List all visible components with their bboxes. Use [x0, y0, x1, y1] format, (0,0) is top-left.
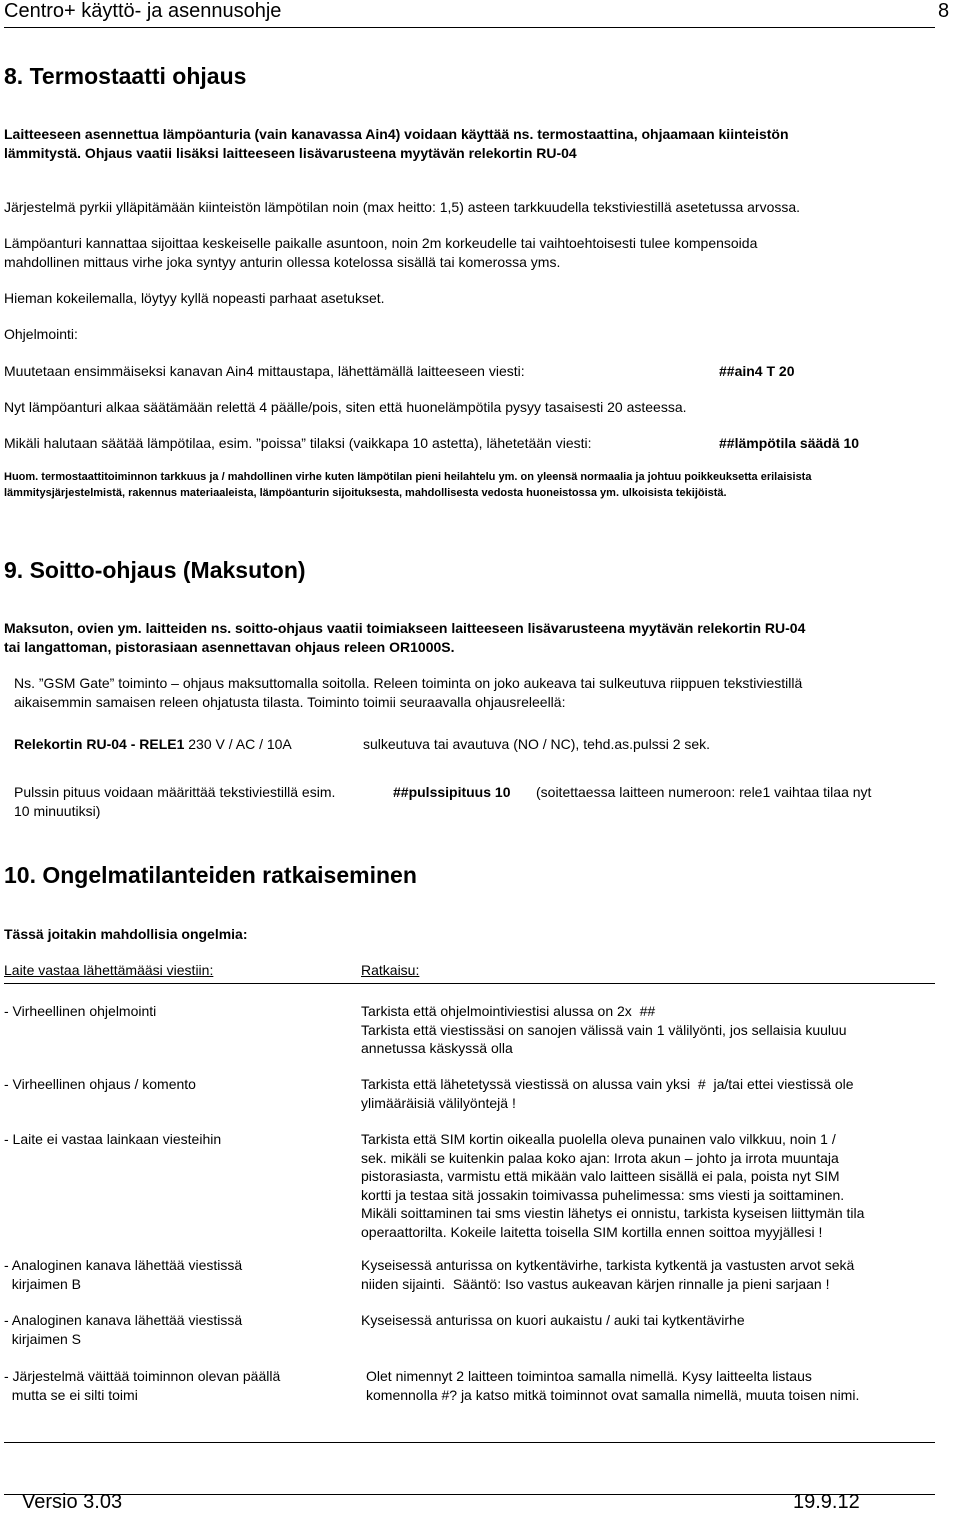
section-8-intro-line-2: lämmitystä. Ohjaus vaatii lisäksi laitteeseen lisävarusteena myytävän relekortin RU-04: [4, 145, 577, 161]
problem-text: - Analoginen kanava lähettää viestissä: [4, 1312, 243, 1328]
solution-text: sek. mikäli se kuitenkin palaa koko ajan: Irrota akun – johto ja irrota muuntaja: [361, 1149, 839, 1166]
problem-text: - Analoginen kanava lähettää viestissä: [4, 1257, 243, 1273]
paragraph: Nyt lämpöanturi alkaa säätämään relettä 4 päälle/pois, siten että huonelämpötila pysyy tasaisesti 20 asteessa.: [4, 399, 687, 415]
header-title: Centro+ käyttö- ja asennusohje: [4, 0, 282, 22]
relay-spec: [14, 736, 292, 752]
paragraph-line-2: aikaisemmin samaisen releen ohjatusta tilasta. Toiminto toimii seuraavalla ohjausreleellä:: [14, 694, 566, 710]
header-divider: [4, 27, 935, 28]
problem-text: - Järjestelmä väittää toiminnon olevan päällä: [4, 1368, 281, 1384]
sms-command: ##ain4 T 20: [719, 363, 795, 379]
solution-text: Tarkista että viestissäsi on sanojen välissä vain 1 välilyönti, jos sellaisia kuuluu: [361, 1021, 847, 1038]
solution-text: kortti ja testaa sitä jossakin toimivassa puhelimessa: sms viesti ja soittaminen.: [361, 1186, 845, 1203]
solution-text: niiden sijainti. Sääntö: Iso vastus aukeavan kärjen rinnalle ja pieni sarjaan !: [361, 1275, 830, 1292]
problem-text: - Virheellinen ohjelmointi: [4, 1003, 157, 1019]
relay-name: Relekortin RU-04 - RELE1: [14, 736, 185, 752]
column-header-problem: Laite vastaa lähettämääsi viestiin:: [4, 962, 214, 978]
instruction-text: Muutetaan ensimmäiseksi kanavan Ain4 mittaustapa, lähettämällä laitteeseen viesti:: [4, 363, 525, 379]
paragraph: Järjestelmä pyrkii ylläpitämään kiinteistön lämpötilan noin (max heitto: 1,5) asteen tarkkuudella tekstiviestillä asetetussa arvossa.: [4, 199, 801, 215]
section-9-intro-line-2: tai langattoman, pistorasiaan asennettavan ohjaus releen OR1000S.: [4, 639, 455, 655]
solution-text: ylimääräisiä välilyöntejä !: [361, 1094, 516, 1111]
solution-text: Tarkista että ohjelmointiviestisi alussa on 2x ##: [361, 1003, 656, 1019]
solution-text: Kyseisessä anturissa on kytkentävirhe, tarkista kytkentä ja vastusten arvot sekä: [361, 1257, 855, 1273]
paragraph-line-2: mahdollinen mittaus virhe joka syntyy anturin ollessa kotelossa sisällä tai komerossa yms.: [4, 254, 561, 270]
solution-text: pistorasiasta, varmistu että mikään valo laitteen sisällä ei pala, poista nyt SIM: [361, 1168, 840, 1185]
solution-text: Olet nimennyt 2 laitteen toimintoa samalla nimellä. Kysy laitteelta listaus: [366, 1368, 812, 1384]
solution-text: Mikäli soittaminen tai sms viestin lähetys ei onnistu, tarkista kyseisen liittymän tila: [361, 1205, 865, 1222]
footer-version: Versio 3.03: [22, 1491, 123, 1513]
footer-date: 19.9.12: [793, 1491, 860, 1513]
problem-text: kirjaimen S: [4, 1330, 82, 1347]
paragraph: Lämpöanturi kannattaa sijoittaa keskeiselle paikalle asuntoon, noin 2m korkeudelle tai vaihtoehtoisesti tulee kompensoida: [4, 235, 758, 251]
note-text: Huom. termostaattitoiminnon tarkkuus ja / mahdollinen virhe kuten lämpötilan pieni heilahtelu ym. on yleensä normaalia ja johtuu poikkeuksetta erilaisista: [4, 471, 812, 483]
problem-text: kirjaimen B: [4, 1275, 82, 1292]
pulse-text-rest: (soitettaessa laitteen numeroon: rele1 vaihtaa tilaa nyt: [536, 784, 872, 800]
page-number: 8: [938, 0, 950, 22]
pulse-text: Pulssin pituus voidaan määrittää tekstiviestillä esim.: [14, 784, 336, 800]
problem-text: - Virheellinen ohjaus / komento: [4, 1076, 196, 1092]
section-9-heading: 9. Soitto-ohjaus (Maksuton): [4, 557, 306, 583]
section-8-heading: 8. Termostaatti ohjaus: [4, 63, 247, 89]
solution-text: Tarkista että lähetetyssä viestissä on alussa vain yksi # ja/tai ettei viestissä ole: [361, 1076, 854, 1092]
section-9-intro: Maksuton, ovien ym. laitteiden ns. soitto-ohjaus vaatii toimiakseen laitteeseen lisävarusteena myytävän relekortin RU-04: [4, 620, 806, 636]
note-text-line-2: lämmitysjärjestelmistä, rakennus materiaaleista, lämpöanturin sijoituksesta, mahdollisesta vedosta huoneistossa ym. ulkoisista tekijöistä.: [4, 487, 727, 499]
paragraph: Ns. ”GSM Gate” toiminto – ohjaus maksuttomalla soitolla. Releen toiminta on joko aukeava tai sulkeutuva riippuen tekstiviestillä: [14, 675, 803, 691]
relay-rating: 230 V / AC / 10A: [184, 736, 292, 752]
programming-label: Ohjelmointi:: [4, 326, 78, 342]
section-10-heading: 10. Ongelmatilanteiden ratkaiseminen: [4, 862, 417, 888]
sms-command: ##pulssipituus 10: [393, 784, 511, 800]
table-top-divider: [4, 983, 935, 984]
problem-text: - Laite ei vastaa lainkaan viesteihin: [4, 1131, 222, 1147]
column-header-solution: Ratkaisu:: [361, 962, 420, 978]
pulse-text-line-2: 10 minuutiksi): [14, 803, 101, 819]
paragraph: Hieman kokeilemalla, löytyy kyllä nopeasti parhaat asetukset.: [4, 290, 385, 306]
problems-subheading: Tässä joitakin mahdollisia ongelmia:: [4, 926, 248, 942]
instruction-text: Mikäli halutaan säätää lämpötilaa, esim. ”poissa” tilaksi (vaikkapa 10 astetta), lähetetään viesti:: [4, 435, 592, 451]
solution-text: Tarkista että SIM kortin oikealla puolella oleva punainen valo vilkkuu, noin 1 /: [361, 1131, 836, 1147]
solution-text: operaattorilta. Kokeile laitetta toisella SIM kortilla ennen soittoa myyjällesi !: [361, 1224, 823, 1240]
solution-text: annetussa käskyssä olla: [361, 1040, 513, 1057]
section-8-intro: Laitteeseen asennettua lämpöanturia (vain kanavassa Ain4) voidaan käyttää ns. termostaattina, ohjaamaan kiinteistön: [4, 126, 789, 142]
solution-text: komennolla #? ja katso mitkä toiminnot ovat samalla nimellä, muuta toisen nimi.: [366, 1386, 860, 1403]
solution-text: Kyseisessä anturissa on kuori aukaistu / auki tai kytkentävirhe: [361, 1312, 745, 1328]
table-bottom-divider: [4, 1442, 935, 1443]
sms-command: ##lämpötila säädä 10: [719, 435, 860, 451]
problem-text: mutta se ei silti toimi: [4, 1386, 138, 1403]
relay-description: sulkeutuva tai avautuva (NO / NC), tehd.as.pulssi 2 sek.: [363, 736, 711, 752]
